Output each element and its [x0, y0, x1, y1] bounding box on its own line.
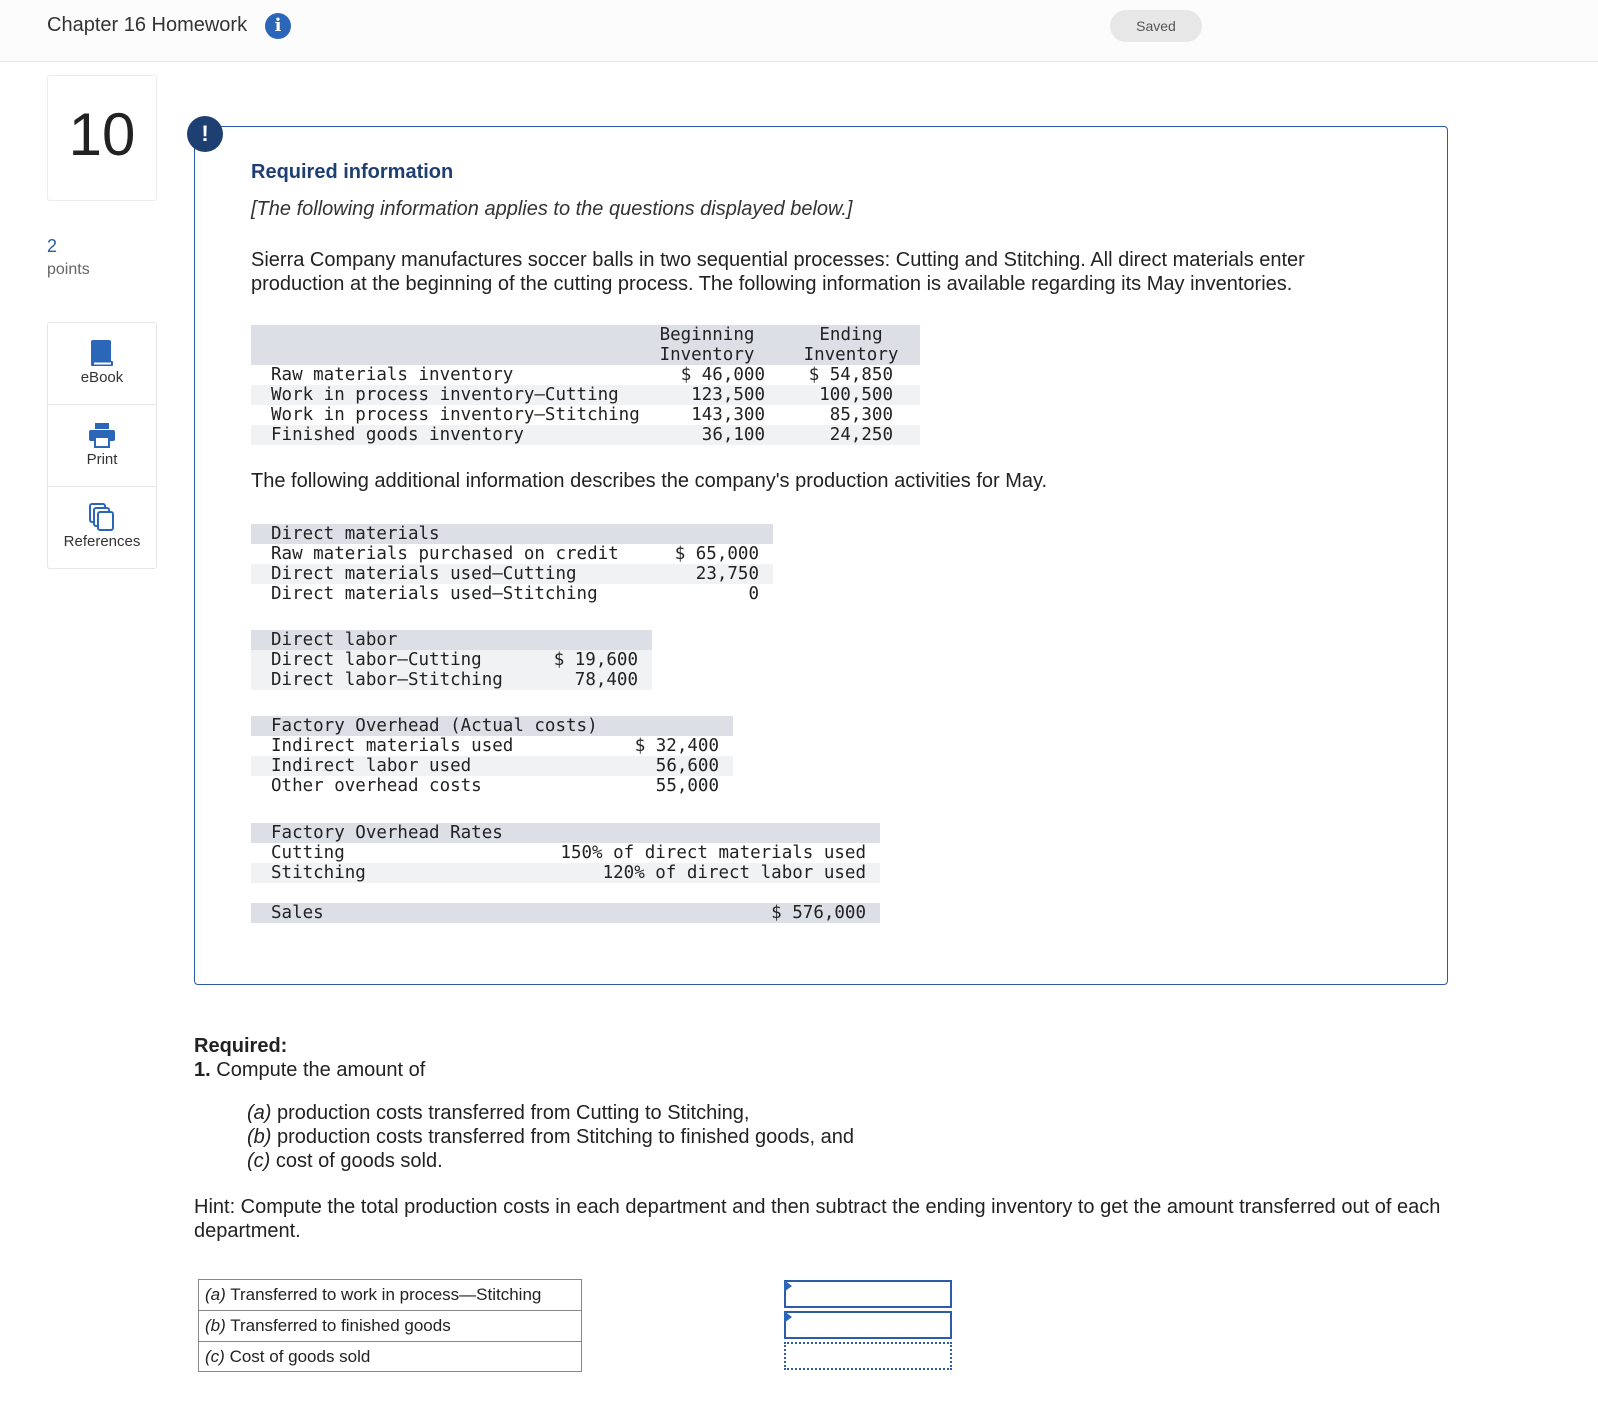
- required-subitems: [247, 1101, 854, 1173]
- header-beginning: Beginning Inventory: [659, 325, 755, 365]
- ebook-label: eBook: [80, 369, 124, 386]
- table-row: Stitching 120% of direct labor used: [251, 863, 880, 883]
- table-row: Cutting 150% of direct materials used: [271, 843, 866, 863]
- saved-status-badge: Saved: [1110, 10, 1202, 42]
- applies-note: [The following information applies to the questions displayed below.]: [251, 198, 853, 220]
- overhead-actual-table: [251, 716, 733, 796]
- print-label: Print: [86, 451, 118, 468]
- answer-label-b: (b) Transferred to finished goods: [198, 1310, 582, 1341]
- answer-input-c[interactable]: [784, 1342, 952, 1370]
- answer-label-a: (a) Transferred to work in process—Stitching: [198, 1279, 582, 1310]
- references-button[interactable]: [48, 487, 156, 568]
- table-row: Direct materials used—Stitching 0: [271, 584, 759, 604]
- table-row: Direct labor—Stitching 78,400: [251, 670, 652, 690]
- sales-table: [251, 903, 880, 923]
- list-item: (a) production costs transferred from Cutting to Stitching,: [247, 1102, 750, 1124]
- inventory-header-row: [251, 325, 920, 365]
- direct-materials-table: [251, 524, 773, 604]
- table-row: Direct materials used—Cutting 23,750: [251, 564, 773, 584]
- required-information-title: Required information: [251, 161, 454, 183]
- answer-input-a[interactable]: [784, 1280, 952, 1308]
- points-label: points: [47, 261, 90, 278]
- overhead-rates-table: [251, 823, 880, 883]
- additional-info-text: The following additional information describes the company's production activities for May.: [251, 470, 1048, 492]
- required-item-number: 1.: [194, 1059, 211, 1081]
- inventory-table: [251, 325, 920, 445]
- table-row: Finished goods inventory 36,100 24,250: [251, 425, 920, 445]
- table-row: Raw materials inventory $ 46,000 $ 54,850: [271, 365, 893, 385]
- table-row: Work in process inventory—Cutting 123,500 100,500: [251, 385, 920, 405]
- answer-label-c: (c) Cost of goods sold: [198, 1341, 582, 1372]
- header-ending: Ending Inventory: [803, 325, 899, 365]
- table-header-row: Factory Overhead Rates: [251, 823, 880, 843]
- flag-icon: [784, 1280, 792, 1292]
- list-item: (b) production costs transferred from Stitching to finished goods, and: [247, 1126, 854, 1148]
- flag-icon: [784, 1311, 792, 1323]
- required-heading: Required:: [194, 1035, 288, 1057]
- table-row: Indirect materials used $ 32,400: [271, 736, 719, 756]
- table-row: Indirect labor used 56,600: [251, 756, 733, 776]
- required-item-text: Compute the amount of: [216, 1059, 426, 1081]
- table-row: Other overhead costs 55,000: [271, 776, 719, 796]
- references-label: References: [63, 533, 141, 550]
- table-row: Sales $ 576,000: [251, 903, 880, 923]
- ebook-button[interactable]: [48, 323, 156, 405]
- print-button[interactable]: [48, 405, 156, 487]
- table-header-row: Direct labor: [251, 630, 652, 650]
- points-value: 2: [47, 236, 58, 256]
- hint-text: Hint: Compute the total production costs in each department and then subtract the ending inventory to get the amount transferred out of each department.: [194, 1196, 1441, 1242]
- printer-icon: [88, 421, 116, 449]
- table-row: Raw materials purchased on credit $ 65,000: [271, 544, 759, 564]
- problem-intro: Sierra Company manufactures soccer balls in two sequential processes: Cutting and Stitching. All direct materials enter production at the beginning of the cutting process. The following information is available regarding its May inventories.: [251, 249, 1305, 295]
- info-icon[interactable]: i: [265, 13, 291, 39]
- question-number-box: [47, 75, 157, 201]
- table-header-row: Direct materials: [251, 524, 773, 544]
- question-number: 10: [68, 101, 136, 168]
- assignment-title: Chapter 16 Homework: [47, 14, 248, 36]
- table-row: Direct labor—Cutting $ 19,600: [251, 650, 652, 670]
- tools-panel: [47, 322, 157, 569]
- alert-icon: !: [187, 116, 223, 152]
- direct-labor-table: [251, 630, 652, 690]
- table-row: Work in process inventory—Stitching 143,300 85,300: [271, 405, 893, 425]
- table-header-row: Factory Overhead (Actual costs): [251, 716, 733, 736]
- copy-icon: [88, 503, 116, 531]
- book-icon: [88, 339, 116, 367]
- list-item: (c) cost of goods sold.: [247, 1150, 443, 1172]
- required-section: [194, 1034, 425, 1082]
- answer-input-b[interactable]: [784, 1311, 952, 1339]
- top-header: [0, 0, 1598, 62]
